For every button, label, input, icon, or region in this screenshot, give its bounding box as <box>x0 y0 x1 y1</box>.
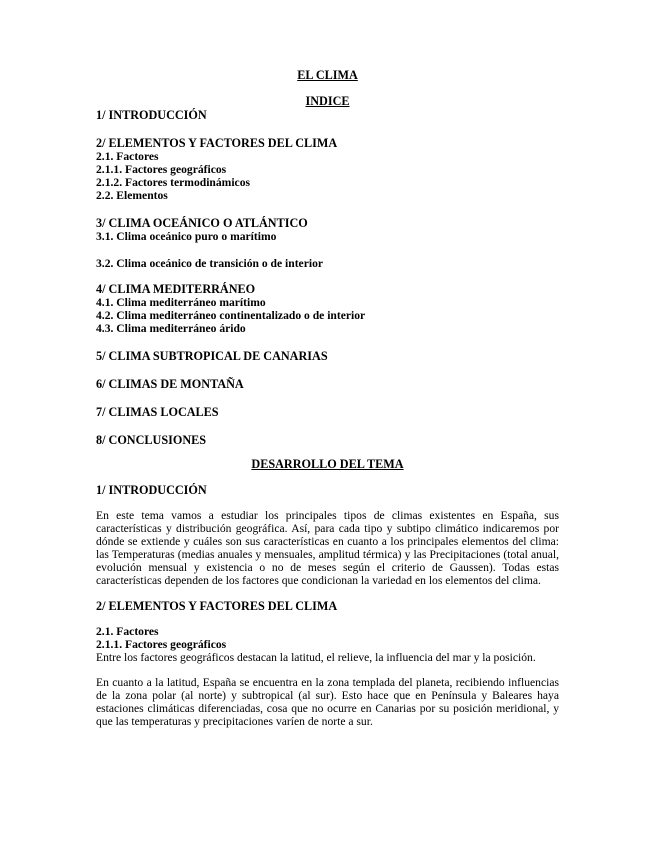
index-heading-6: 6/ CLIMAS DE MONTAÑA <box>96 377 244 391</box>
index-item-2-2: 2.2. Elementos <box>96 189 168 202</box>
document-body <box>96 68 559 728</box>
index-heading-4: 4/ CLIMA MEDITERRÁNEO <box>96 282 256 296</box>
index-item-2-1-1: 2.1.1. Factores geográficos <box>96 163 227 176</box>
index-item-2-1-2: 2.1.2. Factores termodinámicos <box>96 176 251 189</box>
index-item-4-3: 4.3. Clima mediterráneo árido <box>96 322 246 335</box>
section2-paragraph-2: En cuanto a la latitud, España se encuentra en la zona templada del planeta, recibiendo influencias de la zona polar (al norte) y subtropical (al sur). Esto hace que en Península y Baleares haya estaciones climáticas diferenciadas, cosa que no ocurre en Canarias por su posición meridional, y que las temperaturas y precipitaciones varíen de norte a sur. <box>96 676 559 728</box>
index-item-3-2: 3.2. Clima oceánico de transición o de interior <box>96 257 324 270</box>
document-title: EL CLIMA <box>297 68 358 82</box>
index-item-3-1: 3.1. Clima oceánico puro o marítimo <box>96 230 277 243</box>
section2-heading: 2/ ELEMENTOS Y FACTORES DEL CLIMA <box>96 599 338 613</box>
index-heading-8: 8/ CONCLUSIONES <box>96 433 207 447</box>
index-item-4-1: 4.1. Clima mediterráneo marítimo <box>96 296 266 309</box>
index-heading-5: 5/ CLIMA SUBTROPICAL DE CANARIAS <box>96 349 328 363</box>
index-title: INDICE <box>305 94 350 108</box>
index-item-2-1: 2.1. Factores <box>96 150 159 163</box>
section2-subheading-geograficos: 2.1.1. Factores geográficos <box>96 638 227 651</box>
section2-subheading-factores: 2.1. Factores <box>96 625 159 638</box>
development-title: DESARROLLO DEL TEMA <box>251 457 404 471</box>
intro-heading: 1/ INTRODUCCIÓN <box>96 483 207 497</box>
intro-paragraph: En este tema vamos a estudiar los principales tipos de climas existentes en España, sus características y distribución geográfica. Así, para cada tipo y subtipo climático indicaremos por dónde se extiende y cuáles son sus características en cuanto a los principales elementos del clima: las Temperaturas (medias anuales y mensuales, amplitud térmica) y las Precipitaciones (total anual, evolución mensual y existencia o no de meses según el criterio de Gaussen). Todas estas características dependen de los factores que condicionan la variedad en los elementos del clima. <box>96 509 559 587</box>
index-heading-3: 3/ CLIMA OCEÁNICO O ATLÁNTICO <box>96 216 308 230</box>
index-heading-1: 1/ INTRODUCCIÓN <box>96 108 207 122</box>
index-heading-7: 7/ CLIMAS LOCALES <box>96 405 219 419</box>
index-heading-2: 2/ ELEMENTOS Y FACTORES DEL CLIMA <box>96 136 338 150</box>
index-item-4-2: 4.2. Clima mediterráneo continentalizado o de interior <box>96 309 366 322</box>
section2-paragraph-1: Entre los factores geográficos destacan la latitud, el relieve, la influencia del mar y la posición. <box>96 651 536 664</box>
